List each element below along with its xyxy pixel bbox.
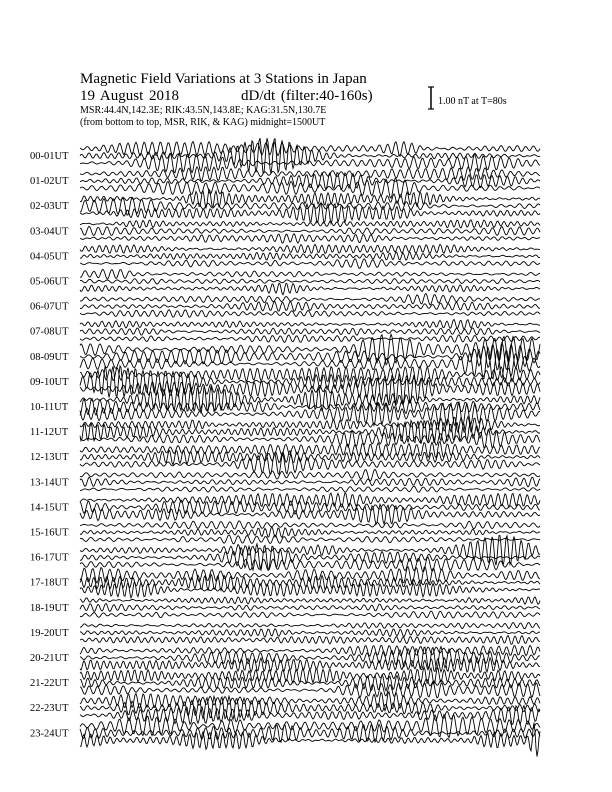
- trace-rik: [80, 302, 540, 312]
- trace-rik: [80, 629, 540, 637]
- trace-msr: [80, 636, 540, 645]
- trace-msr: [80, 335, 540, 342]
- row-label: 12-13UT: [30, 452, 69, 464]
- trace-kag: [80, 244, 540, 253]
- trace-kag: [80, 667, 540, 684]
- row-label: 15-16UT: [30, 527, 69, 539]
- row-label: 11-12UT: [30, 427, 69, 439]
- row-label: 08-09UT: [30, 351, 69, 363]
- row-label: 06-07UT: [30, 301, 69, 313]
- row-label: 13-14UT: [30, 477, 69, 489]
- trace-rik: [80, 603, 540, 611]
- row-label: 05-06UT: [30, 276, 69, 288]
- scale-bar: [428, 87, 434, 109]
- trace-kag: [80, 469, 540, 481]
- row-label: 23-24UT: [30, 728, 69, 740]
- trace-kag: [80, 645, 540, 656]
- trace-msr: [80, 723, 540, 757]
- stations-info: MSR:44.4N,142.3E; RIK:43.5N,143.8E; KAG:31.5N,130.7E: [80, 105, 327, 116]
- row-label: 17-18UT: [30, 577, 69, 589]
- chart-title: Magnetic Field Variations at 3 Stations in Japan: [80, 71, 367, 87]
- row-label: 04-05UT: [30, 251, 69, 263]
- trace-rik: [80, 226, 540, 235]
- trace-rik: [80, 450, 540, 464]
- row-label: 21-22UT: [30, 678, 69, 690]
- row-label: 19-20UT: [30, 627, 69, 639]
- trace-msr: [80, 259, 540, 269]
- row-label: 00-01UT: [30, 151, 69, 162]
- date-label: 19 August 2018: [80, 88, 180, 104]
- trace-msr: [80, 557, 540, 572]
- row-label: 14-15UT: [30, 502, 69, 514]
- trace-kag: [80, 319, 540, 329]
- row-label: 03-04UT: [30, 226, 69, 238]
- row-label: 07-08UT: [30, 326, 69, 338]
- row-label: 16-17UT: [30, 552, 69, 564]
- row-label: 22-23UT: [30, 703, 69, 715]
- trace-msr: [80, 683, 540, 698]
- row-label: 01-02UT: [30, 176, 69, 188]
- trace-rik: [80, 328, 540, 335]
- trace-kag: [80, 269, 540, 278]
- trace-kag: [80, 597, 540, 604]
- trace-msr: [80, 486, 540, 492]
- quantity-label: dD/dt (filter:40-160s): [241, 88, 373, 104]
- trace-msr: [80, 611, 540, 619]
- trace-msr: [80, 283, 540, 294]
- trace-rik: [80, 252, 540, 260]
- trace-kag: [80, 521, 540, 529]
- row-label: 18-19UT: [30, 602, 69, 614]
- trace-rik: [80, 477, 540, 487]
- trace-msr: [80, 234, 540, 243]
- trace-rik: [80, 647, 540, 669]
- row-label: 10-11UT: [30, 402, 69, 413]
- trace-rik: [80, 279, 540, 284]
- trace-kag: [80, 623, 540, 629]
- scale-label: 1.00 nT at T=80s: [438, 96, 507, 107]
- trace-rik: [80, 527, 540, 538]
- order-note: (from bottom to top, MSR, RIK, & KAG) midnight=1500UT: [80, 117, 326, 128]
- row-label: 20-21UT: [30, 653, 69, 664]
- row-label: 02-03UT: [30, 201, 69, 213]
- row-group: [30, 138, 540, 757]
- row-label: 09-10UT: [30, 376, 69, 388]
